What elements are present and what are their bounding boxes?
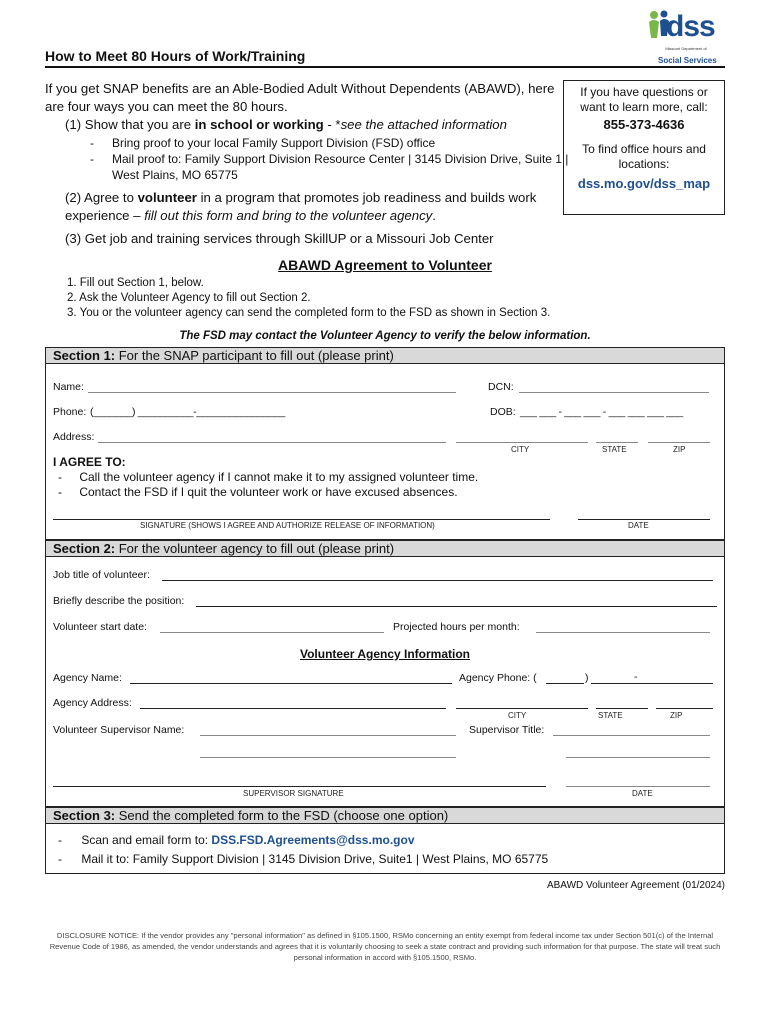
- option-1-dash: - *: [323, 117, 341, 132]
- option-1-sub-2-text: Mail proof to: Family Support Division Resource Center | 3145 Division Drive, Suite 1 | West Plains, MO 65775: [112, 152, 569, 182]
- option-2-text: (2) Agree to: [65, 190, 138, 205]
- supervisor-title-field-2[interactable]: [566, 746, 710, 758]
- name-field[interactable]: [88, 381, 456, 393]
- fsd-verify-note: The FSD may contact the Volunteer Agency to verify the below information.: [179, 330, 591, 342]
- city-caption: CITY: [508, 711, 527, 720]
- logo-department: Missouri Department of: [665, 46, 707, 51]
- participant-date-field[interactable]: [578, 508, 710, 520]
- agency-state-field[interactable]: [596, 697, 648, 709]
- contact-locations: To find office hours and locations:: [582, 142, 706, 171]
- option-2-mid: in a program that promotes job readiness and builds work experience –: [65, 190, 537, 223]
- dcn-field[interactable]: [519, 381, 709, 393]
- option-2-bold: volunteer: [137, 190, 197, 205]
- address-label: Address:: [53, 431, 95, 443]
- option-2: [45, 189, 545, 225]
- logo-division: Social Services: [658, 56, 717, 65]
- section-2-header: [45, 540, 725, 557]
- supervisor-title-label: Supervisor Title:: [469, 724, 545, 736]
- address-zip-field[interactable]: [648, 431, 710, 443]
- disclosure-notice: DISCLOSURE NOTICE: If the vendor provides any "personal information" as defined in §105.1500, RSMo concerning an entity exempt from federal income tax under Section 501(c) of the Internal Revenue Code of 1986, as amended, the vendor understands and agrees that it is voluntarily choosing to seek a state contract and providing such information for that purpose. The state will treat such personal information in accord with §105.1500, RSMo.: [49, 931, 721, 962]
- address-city-field[interactable]: [456, 431, 588, 443]
- agency-address-label: Agency Address:: [53, 697, 132, 709]
- address-state-field[interactable]: [596, 431, 638, 443]
- start-date-label: Volunteer start date:: [53, 621, 147, 633]
- send-option-mail-text: Mail it to: Family Support Division | 3145 Division Drive, Suite1 | West Plains, MO 65775: [81, 852, 549, 866]
- agency-phone-close: ): [585, 672, 589, 684]
- agency-city-field[interactable]: [456, 697, 588, 709]
- form-identifier: ABAWD Volunteer Agreement (01/2024): [546, 880, 725, 891]
- dash: -: [58, 485, 62, 499]
- option-1-sub-1-text: Bring proof to your local Family Support Division (FSD) office: [112, 136, 436, 150]
- step-item: 1. Fill out Section 1, below.: [67, 277, 204, 289]
- option-2-italic: fill out this form and bring to the volunteer agency: [144, 208, 433, 223]
- title-rule: [45, 66, 725, 68]
- dash: -: [90, 136, 94, 150]
- address-street-field[interactable]: [98, 431, 446, 443]
- supervisor-signature-field[interactable]: [53, 775, 546, 787]
- supervisor-name-field[interactable]: [200, 724, 456, 736]
- agree-heading: I AGREE TO:: [53, 455, 126, 469]
- option-1-sub-1: [45, 135, 555, 151]
- option-1-bold: in school or working: [194, 117, 324, 132]
- start-date-field[interactable]: [160, 621, 384, 633]
- option-2-end: .: [432, 208, 436, 223]
- state-caption: STATE: [598, 711, 623, 720]
- option-1-italic: see the attached information: [340, 117, 507, 132]
- agency-info-heading: Volunteer Agency Information: [299, 647, 470, 661]
- city-caption: CITY: [511, 445, 530, 454]
- signature-caption: SIGNATURE (SHOWS I AGREE AND AUTHORIZE RELEASE OF INFORMATION): [140, 521, 435, 530]
- send-option-mail: [58, 851, 548, 867]
- zip-caption: ZIP: [670, 711, 683, 720]
- describe-label: Briefly describe the position:: [53, 595, 185, 607]
- section-2-label: Section 2:: [53, 541, 116, 556]
- agree-item-2-text: Contact the FSD if I quit the volunteer work or have excused absences.: [79, 485, 458, 499]
- date-caption: DATE: [632, 789, 653, 798]
- zip-caption: ZIP: [673, 445, 686, 454]
- logo-wordmark: dss: [666, 10, 715, 43]
- name-label: Name:: [53, 381, 84, 393]
- dcn-label: DCN:: [488, 381, 514, 393]
- job-title-field[interactable]: [162, 569, 713, 581]
- dash: -: [58, 833, 62, 847]
- agency-phone-number-field[interactable]: [591, 672, 713, 684]
- contact-questions: If you have questions or want to learn more, call:: [580, 85, 708, 114]
- date-caption: DATE: [628, 521, 649, 530]
- hours-field[interactable]: [536, 621, 710, 633]
- agency-phone-dash: -: [634, 671, 638, 683]
- option-1-sub-2: [45, 151, 569, 183]
- intro-block: [45, 80, 569, 248]
- supervisor-signature-caption: SUPERVISOR SIGNATURE: [243, 789, 344, 798]
- dash: -: [90, 152, 94, 166]
- section-1-header: [45, 347, 725, 364]
- participant-signature-field[interactable]: [53, 508, 550, 520]
- agency-phone-area-field[interactable]: [546, 672, 584, 684]
- agreement-heading: ABAWD Agreement to Volunteer: [278, 257, 492, 273]
- agree-item-2: [58, 485, 458, 500]
- agency-name-field[interactable]: [130, 672, 452, 684]
- section-1-label: Section 1:: [53, 348, 116, 363]
- contact-phone[interactable]: 855-373-4636: [603, 117, 685, 132]
- intro-lead: If you get SNAP benefits are an Able-Bodied Adult Without Dependents (ABAWD), here are four ways you can meet the 80 hours.: [45, 81, 555, 114]
- option-1-text: (1) Show that you are: [65, 117, 195, 132]
- section-2-title: For the volunteer agency to fill out (please print): [115, 541, 395, 556]
- hours-label: Projected hours per month:: [393, 621, 520, 633]
- section-3-title: Send the completed form to the FSD (choose one option): [115, 808, 449, 823]
- dob-label: DOB:: [490, 406, 516, 418]
- dob-field[interactable]: ___ ___ - ___ ___ - ___ ___ ___ ___: [520, 406, 683, 418]
- phone-field[interactable]: (_______) __________-________________: [90, 406, 286, 418]
- supervisor-name-field-2[interactable]: [200, 746, 456, 758]
- agency-phone-label: Agency Phone: (: [459, 672, 537, 684]
- supervisor-date-field[interactable]: [566, 775, 710, 787]
- section-3-label: Section 3:: [53, 808, 116, 823]
- step-item: 3. You or the volunteer agency can send the completed form to the FSD as shown in Section 3.: [67, 307, 551, 319]
- agreement-steps: [67, 276, 550, 321]
- agency-street-field[interactable]: [140, 697, 446, 709]
- dss-logo: [640, 6, 724, 64]
- phone-label: Phone:: [53, 406, 87, 418]
- send-option-email: [58, 832, 415, 848]
- agency-zip-field[interactable]: [656, 697, 713, 709]
- state-caption: STATE: [602, 445, 627, 454]
- contact-url-link[interactable]: dss.mo.gov/dss_map: [577, 176, 711, 191]
- option-3: (3) Get job and training services through SkillUP or a Missouri Job Center: [65, 231, 494, 246]
- contact-box: [563, 80, 725, 215]
- fsd-email-link[interactable]: DSS.FSD.Agreements@dss.mo.gov: [211, 833, 415, 847]
- describe-field[interactable]: [196, 595, 717, 607]
- page-title: How to Meet 80 Hours of Work/Training: [45, 48, 306, 64]
- supervisor-name-label: Volunteer Supervisor Name:: [53, 724, 185, 736]
- step-item: 2. Ask the Volunteer Agency to fill out Section 2.: [67, 292, 311, 304]
- job-title-label: Job title of volunteer:: [53, 569, 150, 581]
- agree-item-1: [58, 470, 478, 485]
- agency-name-label: Agency Name:: [53, 672, 122, 684]
- option-1: [45, 116, 555, 134]
- supervisor-title-field[interactable]: [553, 724, 710, 736]
- send-option-email-text: Scan and email form to:: [81, 833, 212, 847]
- dash: -: [58, 470, 62, 484]
- section-3-header: [45, 807, 725, 824]
- section-1-title: For the SNAP participant to fill out (please print): [115, 348, 394, 363]
- dash: -: [58, 852, 62, 866]
- agree-item-1-text: Call the volunteer agency if I cannot make it to my assigned volunteer time.: [79, 470, 479, 484]
